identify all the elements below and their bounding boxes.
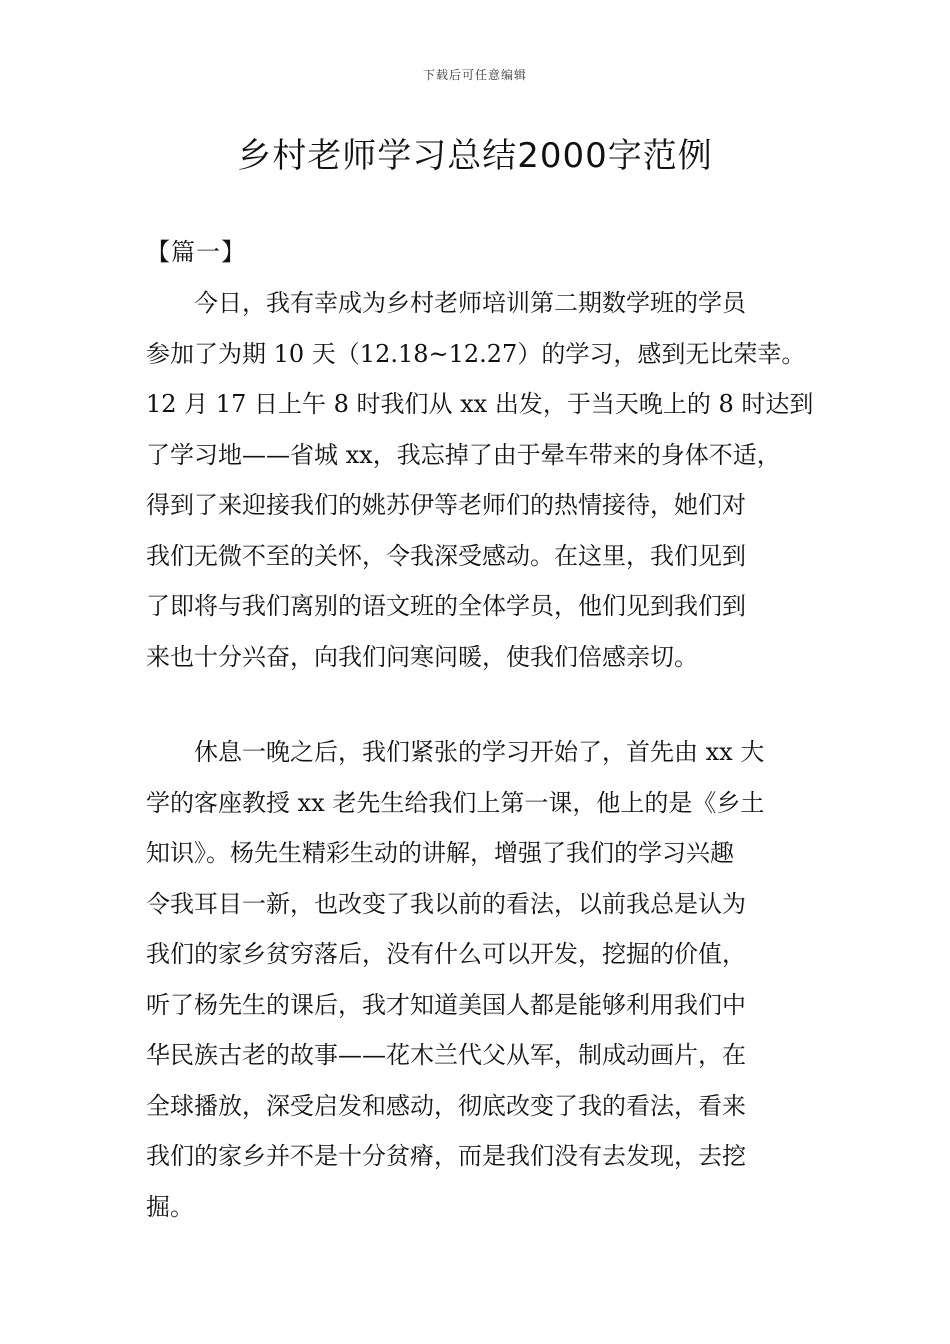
paragraph-line: 华民族古老的故事——花木兰代父从军，制成动画片，在	[146, 1041, 746, 1069]
paragraph-line: 掘。	[146, 1192, 194, 1221]
paragraph-line: 得到了来迎接我们的姚苏伊等老师们的热情接待，她们对	[146, 491, 746, 519]
paragraph-2	[146, 727, 826, 1232]
paragraph-line: 来也十分兴奋，向我们问寒问暖，使我们倍感亲切。	[146, 642, 698, 671]
paragraph-line: 令我耳目一新，也改变了我以前的看法，以前我总是认为	[146, 889, 746, 918]
paragraph-line: 参加了为期 10 天（12.18~12.27）的学习，感到无比荣幸。	[146, 339, 806, 368]
paragraph-line: 12 月 17 日上午 8 时我们从 xx 出发，于当天晚上的 8 时达到	[146, 390, 814, 418]
section-label: 【篇一】	[146, 238, 246, 266]
paragraph-line: 全球播放，深受启发和感动，彻底改变了我的看法，看来	[146, 1091, 746, 1120]
paragraph-line: 我们的家乡贫穷落后，没有什么可以开发，挖掘的价值，	[146, 940, 746, 968]
document-title: 乡村老师学习总结2000字范例	[237, 136, 713, 176]
paragraph-line: 我们的家乡并不是十分贫瘠，而是我们没有去发现，去挖	[146, 1142, 746, 1170]
paragraph-line: 知识》。杨先生精彩生动的讲解，增强了我们的学习兴趣	[146, 839, 734, 867]
paragraph-line: 了学习地——省城 xx，我忘掉了由于晕车带来的身体不适，	[146, 440, 781, 469]
paragraph-line: 学的客座教授 xx 老先生给我们上第一课，他上的是《乡土	[146, 788, 765, 817]
paragraph-line: 了即将与我们离别的语文班的全体学员，他们见到我们到	[146, 592, 746, 620]
paragraph-1	[146, 278, 826, 682]
paragraph-line: 我们无微不至的关怀，令我深受感动。在这里，我们见到	[146, 541, 746, 570]
header-note: 下载后可任意编辑	[422, 68, 527, 82]
paragraph-line: 今日，我有幸成为乡村老师培训第二期数学班的学员	[146, 289, 746, 317]
paragraph-line: 休息一晚之后，我们紧张的学习开始了，首先由 xx 大	[146, 738, 765, 766]
paragraph-line: 听了杨先生的课后，我才知道美国人都是能够利用我们中	[146, 990, 746, 1019]
